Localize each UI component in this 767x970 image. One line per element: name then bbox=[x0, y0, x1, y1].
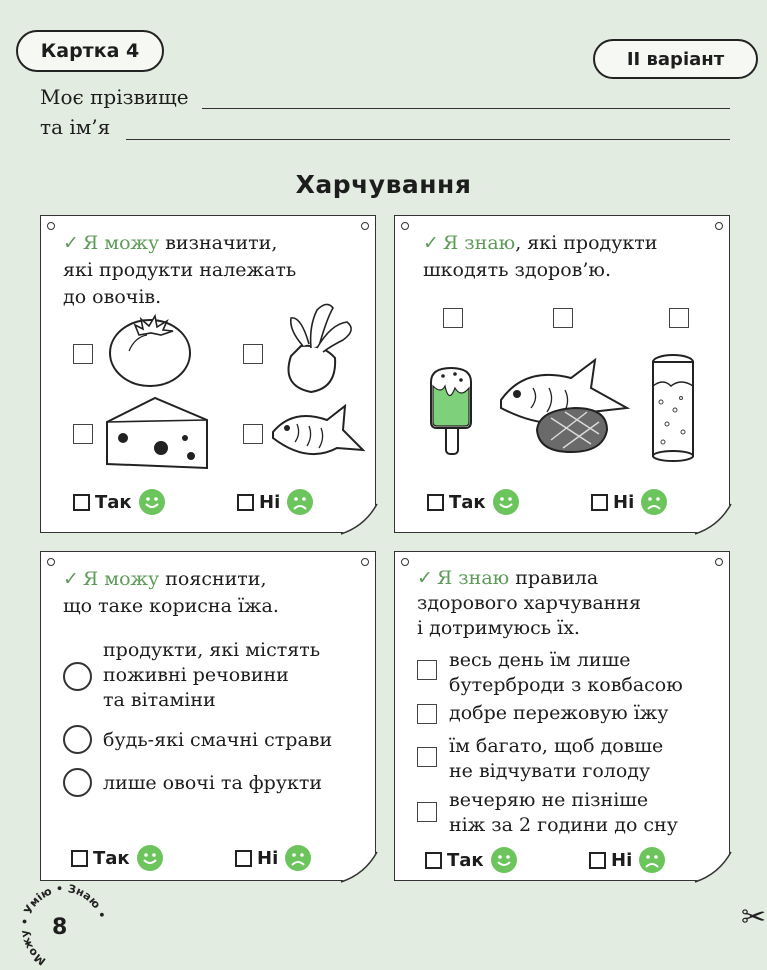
check-icon: ✓ bbox=[417, 567, 433, 589]
page-title: Харчування bbox=[295, 170, 472, 199]
task-prefix: Я можу bbox=[82, 232, 160, 254]
task-line: що таке корисна їжа. bbox=[63, 595, 279, 617]
checkbox-fish[interactable] bbox=[243, 424, 263, 444]
smile-icon bbox=[492, 488, 520, 516]
no-label: Ні bbox=[257, 847, 279, 869]
checkbox-yes[interactable] bbox=[427, 494, 444, 511]
option-line: продукти, які містять bbox=[103, 639, 321, 661]
radio-option-1[interactable] bbox=[63, 662, 92, 691]
task-line: здорового харчування bbox=[417, 592, 641, 614]
rule-2-text: добре пережовую їжу bbox=[449, 702, 669, 724]
no-label: Ні bbox=[613, 491, 635, 513]
option-line: не відчувати голоду bbox=[449, 760, 651, 782]
page-curl bbox=[341, 504, 377, 534]
checkbox-rule-4[interactable] bbox=[417, 802, 437, 822]
answer-no[interactable] bbox=[235, 844, 312, 872]
task-line: і дотримуюсь їх. bbox=[417, 617, 580, 639]
answer-no[interactable] bbox=[237, 488, 314, 516]
pin-hole bbox=[361, 222, 369, 230]
radio-option-2[interactable] bbox=[63, 725, 92, 754]
smile-icon bbox=[136, 844, 164, 872]
task-text bbox=[63, 230, 296, 311]
option-line: бутерброди з ковбасою bbox=[449, 674, 683, 696]
task-line: пояснити, bbox=[165, 568, 267, 590]
task-line: до овочів. bbox=[63, 286, 162, 308]
rule-3-text bbox=[449, 734, 663, 784]
checkbox-rule-3[interactable] bbox=[417, 747, 437, 767]
task-line: визначити, bbox=[165, 232, 278, 254]
yes-label: Так bbox=[93, 847, 130, 869]
checkbox-fish-meat[interactable] bbox=[553, 308, 573, 328]
checkbox-rule-2[interactable] bbox=[417, 704, 437, 724]
answer-no[interactable] bbox=[591, 488, 668, 516]
rule-4-text bbox=[449, 788, 678, 838]
option-line: та вітаміни bbox=[103, 689, 216, 711]
task-line: шкодять здоров’ю. bbox=[423, 259, 611, 281]
checkbox-tomato[interactable] bbox=[73, 344, 93, 364]
checkbox-soda[interactable] bbox=[669, 308, 689, 328]
page-number: 8 bbox=[52, 915, 68, 940]
checkbox-rule-1[interactable] bbox=[417, 660, 437, 680]
radio-option-3[interactable] bbox=[63, 768, 92, 797]
smile-icon bbox=[138, 488, 166, 516]
page-curl bbox=[695, 852, 731, 882]
sad-icon bbox=[640, 488, 668, 516]
answer-yes[interactable] bbox=[427, 488, 520, 516]
checkbox-no[interactable] bbox=[235, 850, 252, 867]
card-number-badge bbox=[16, 30, 164, 72]
check-icon: ✓ bbox=[63, 568, 79, 590]
sad-icon bbox=[286, 488, 314, 516]
task-prefix: Я знаю bbox=[436, 567, 510, 589]
firstname-label: та ім’я bbox=[40, 115, 111, 139]
checkbox-beet[interactable] bbox=[243, 344, 263, 364]
card-number-label: Картка 4 bbox=[40, 40, 140, 62]
yes-label: Так bbox=[447, 849, 484, 871]
pin-hole bbox=[361, 558, 369, 566]
rule-1-text bbox=[449, 648, 683, 698]
smile-icon bbox=[490, 846, 518, 874]
checkbox-no[interactable] bbox=[591, 494, 608, 511]
checkbox-yes[interactable] bbox=[425, 852, 442, 869]
soda-can-icon bbox=[645, 350, 701, 464]
option-3-text: лише овочі та фрукти bbox=[103, 772, 323, 794]
option-line: вечеряю не пізніше bbox=[449, 789, 649, 811]
task-line: які продукти належать bbox=[63, 259, 297, 281]
answer-yes[interactable] bbox=[73, 488, 166, 516]
option-line: весь день їм лише bbox=[449, 649, 631, 671]
card-eating-rules bbox=[394, 551, 730, 881]
fish-icon bbox=[267, 398, 365, 472]
tomato-icon bbox=[107, 311, 193, 389]
yes-label: Так bbox=[449, 491, 486, 513]
answer-yes[interactable] bbox=[425, 846, 518, 874]
option-line: поживні речовини bbox=[103, 664, 289, 686]
surname-input-line[interactable] bbox=[202, 108, 730, 109]
task-line: , які продукти bbox=[515, 232, 658, 254]
pin-hole bbox=[401, 558, 409, 566]
firstname-input-line[interactable] bbox=[126, 139, 730, 140]
option-line: їм багато, щоб довше bbox=[449, 735, 664, 757]
option-2-text: будь-які смачні страви bbox=[103, 729, 333, 751]
page-curl bbox=[341, 852, 377, 882]
check-icon: ✓ bbox=[63, 232, 79, 254]
variant-label: ІІ варіант bbox=[626, 48, 725, 70]
scissors-icon: ✂ bbox=[741, 900, 767, 935]
checkbox-no[interactable] bbox=[237, 494, 254, 511]
no-label: Ні bbox=[259, 491, 281, 513]
logo-text: Можу • Умію • Знаю • bbox=[18, 881, 109, 968]
pin-hole bbox=[715, 222, 723, 230]
pin-hole bbox=[47, 222, 55, 230]
checkbox-ice-cream[interactable] bbox=[443, 308, 463, 328]
card-vegetables bbox=[40, 215, 376, 533]
surname-label: Моє прізвище bbox=[40, 85, 189, 109]
answer-yes[interactable] bbox=[71, 844, 164, 872]
card-harmful-foods bbox=[394, 215, 730, 533]
option-1-text bbox=[103, 638, 320, 713]
sad-icon bbox=[638, 846, 666, 874]
option-line: ніж за 2 години до сну bbox=[449, 814, 678, 836]
task-text bbox=[417, 566, 641, 641]
pin-hole bbox=[401, 222, 409, 230]
pin-hole bbox=[715, 558, 723, 566]
pin-hole bbox=[47, 558, 55, 566]
task-prefix: Я можу bbox=[82, 568, 160, 590]
answer-no[interactable] bbox=[589, 846, 666, 874]
checkbox-yes[interactable] bbox=[71, 850, 88, 867]
card-healthy-food bbox=[40, 551, 376, 881]
check-icon: ✓ bbox=[423, 232, 439, 254]
checkbox-yes[interactable] bbox=[73, 494, 90, 511]
variant-badge bbox=[593, 39, 758, 79]
task-text bbox=[63, 566, 279, 620]
task-prefix: Я знаю bbox=[442, 232, 516, 254]
page-curl bbox=[695, 504, 731, 534]
ice-cream-icon bbox=[425, 364, 481, 458]
beet-icon bbox=[271, 296, 361, 396]
no-label: Ні bbox=[611, 849, 633, 871]
fish-and-meat-icon bbox=[495, 352, 635, 460]
task-text bbox=[423, 230, 657, 284]
checkbox-cheese[interactable] bbox=[73, 424, 93, 444]
checkbox-no[interactable] bbox=[589, 852, 606, 869]
cheese-icon bbox=[103, 394, 211, 472]
yes-label: Так bbox=[95, 491, 132, 513]
task-line: правила bbox=[515, 567, 599, 589]
sad-icon bbox=[284, 844, 312, 872]
